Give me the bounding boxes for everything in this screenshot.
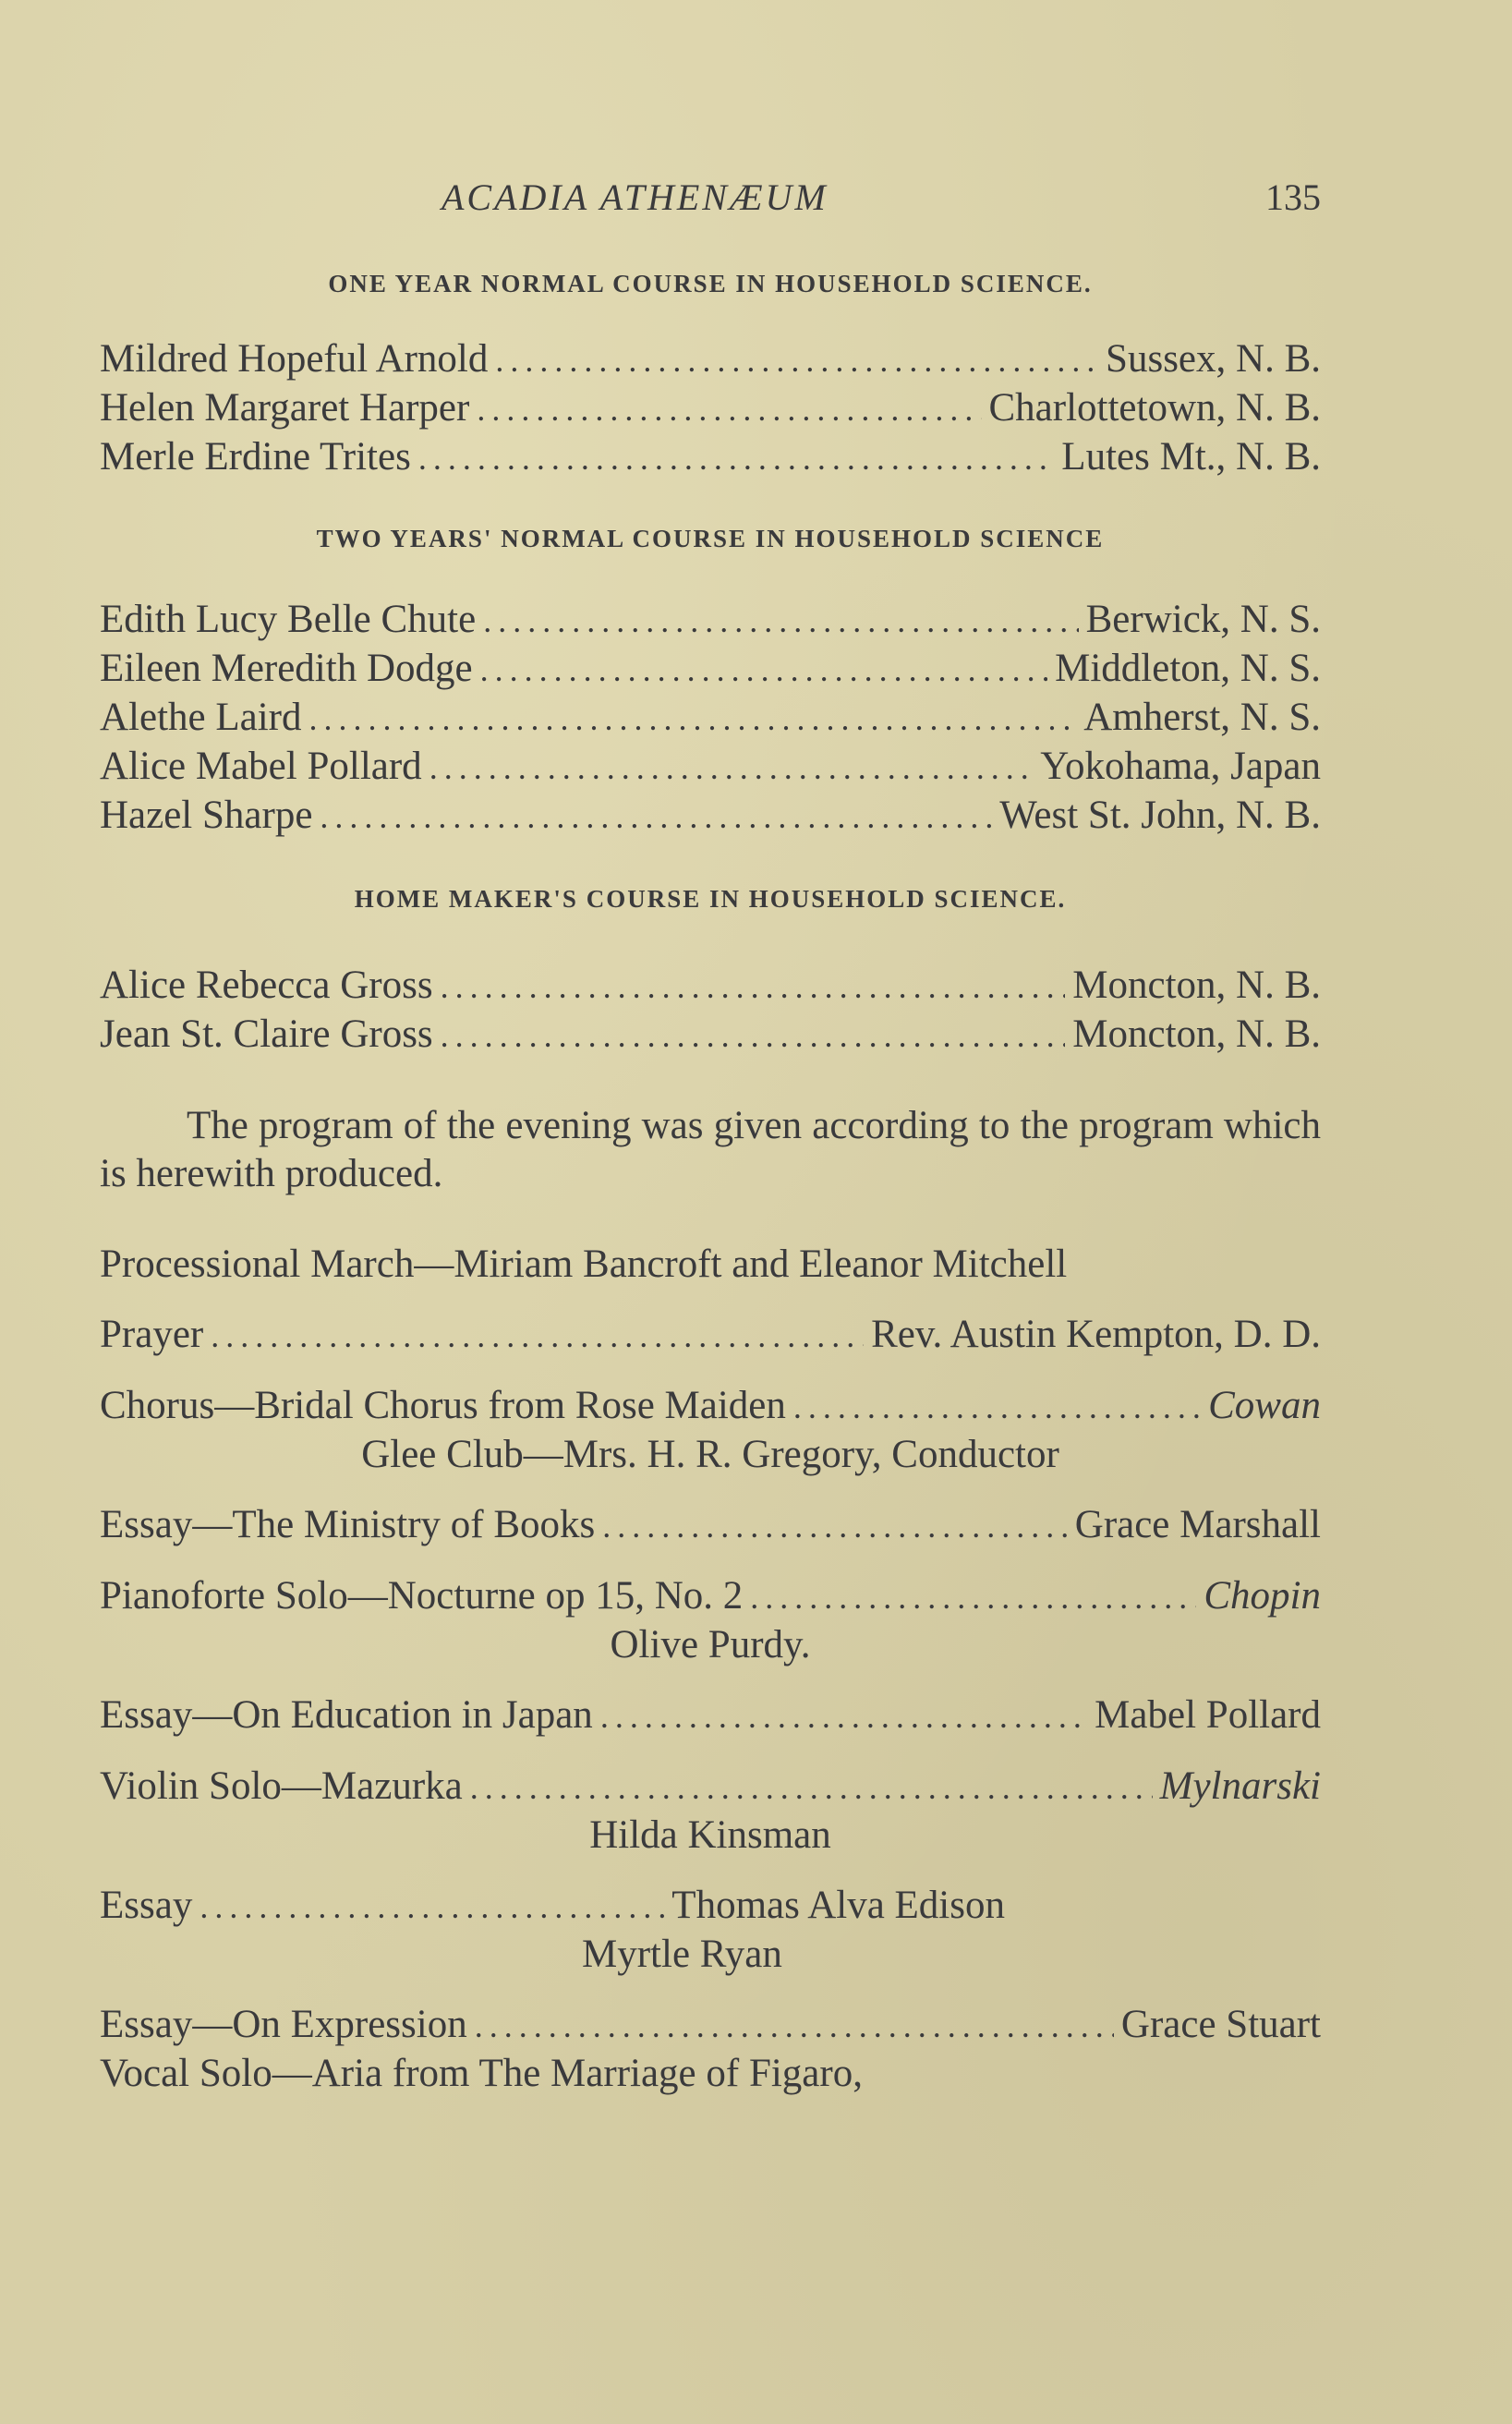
program-item: Essay—The Ministry of Books	[100, 1503, 596, 1546]
graduate-place: Moncton, N. B.	[1072, 1012, 1321, 1056]
program-vocal: Vocal Solo—Aria from The Marriage of Figaro,	[100, 2052, 863, 2095]
graduate-place: Moncton, N. B.	[1072, 964, 1321, 1007]
program-item: Violin Solo—Mazurka	[100, 1764, 463, 1808]
graduate-place: Middleton, N. S.	[1055, 647, 1321, 690]
dot-leader	[600, 1692, 1087, 1740]
program-performer: Rev. Austin Kempton, D. D.	[871, 1313, 1321, 1356]
dot-leader	[418, 434, 1054, 482]
graduate-place: West St. John, N. B.	[999, 794, 1321, 837]
running-head	[100, 176, 1321, 231]
list-item	[100, 645, 1321, 694]
list-item	[100, 743, 1321, 792]
program-item: Pianoforte Solo—Nocturne op 15, No. 2	[100, 1574, 744, 1618]
graduate-name: Alice Rebecca Gross	[100, 964, 433, 1007]
running-title: ACADIA ATHENÆUM	[442, 176, 829, 218]
dot-leader	[793, 1383, 1201, 1431]
dot-leader	[429, 744, 1034, 792]
graduate-name: Helen Margaret Harper	[100, 386, 470, 430]
dot-leader	[200, 1883, 664, 1931]
page	[100, 176, 1321, 2098]
program-subject: Thomas Alva Edison	[671, 1884, 1005, 1927]
dot-leader	[475, 2002, 1114, 2050]
graduate-name: Hazel Sharpe	[100, 794, 313, 837]
list-item	[100, 792, 1321, 841]
graduate-name: Eileen Meredith Dodge	[100, 647, 473, 690]
dot-leader	[480, 646, 1048, 694]
program-essay-expression	[100, 2001, 1321, 2050]
section-heading-one-year: ONE YEAR NORMAL COURSE IN HOUSEHOLD SCIENCE.	[328, 270, 1093, 297]
program-pianoforte-performer: Olive Purdy.	[610, 1623, 811, 1666]
program-item: Essay—On Expression	[100, 2003, 467, 2046]
list-item	[100, 596, 1321, 645]
program-chorus	[100, 1382, 1321, 1431]
dot-leader	[309, 695, 1077, 743]
program-pianoforte	[100, 1572, 1321, 1621]
graduate-name: Edith Lucy Belle Chute	[100, 598, 477, 641]
section-heading-home-maker: HOME MAKER'S COURSE IN HOUSEHOLD SCIENCE.	[354, 885, 1067, 913]
program-item: Essay	[100, 1884, 193, 1927]
graduate-list-two-years	[100, 596, 1321, 841]
dot-leader	[320, 793, 992, 841]
intro-paragraph: The program of the evening was given according to the program which is herewith produced.	[100, 1104, 1321, 1195]
program-violin-performer: Hilda Kinsman	[589, 1813, 831, 1857]
program-composer: Chopin	[1204, 1574, 1321, 1618]
dot-leader	[441, 963, 1066, 1011]
list-item	[100, 335, 1321, 384]
graduate-list-home-maker	[100, 962, 1321, 1060]
program-essay-japan	[100, 1691, 1321, 1740]
graduate-list-one-year	[100, 335, 1321, 482]
graduate-name: Mildred Hopeful Arnold	[100, 337, 489, 381]
program-performer: Grace Marshall	[1074, 1503, 1321, 1546]
list-item	[100, 433, 1321, 482]
program-processional: Processional March—Miriam Bancroft and Eleanor Mitchell	[100, 1242, 1068, 1286]
graduate-place: Charlottetown, N. B.	[988, 386, 1321, 430]
list-item	[100, 1011, 1321, 1060]
program-composer: Cowan	[1208, 1384, 1321, 1427]
dot-leader	[477, 385, 981, 433]
program-item: Prayer	[100, 1313, 204, 1356]
program-essay-edison	[100, 1882, 1005, 1931]
program-prayer	[100, 1311, 1321, 1360]
dot-leader	[441, 1012, 1066, 1060]
graduate-name: Alethe Laird	[100, 696, 302, 739]
graduate-place: Berwick, N. S.	[1085, 598, 1321, 641]
graduate-place: Lutes Mt., N. B.	[1061, 435, 1321, 479]
graduate-name: Alice Mabel Pollard	[100, 745, 422, 788]
program-performer: Grace Stuart	[1120, 2003, 1321, 2046]
list-item	[100, 384, 1321, 433]
section-heading-two-years: TWO YEARS' NORMAL COURSE IN HOUSEHOLD SCIENCE	[316, 525, 1105, 552]
graduate-place: Amherst, N. S.	[1083, 696, 1321, 739]
dot-leader	[470, 1763, 1153, 1812]
list-item	[100, 694, 1321, 743]
program-essay-books	[100, 1501, 1321, 1550]
program-chorus-note: Glee Club—Mrs. H. R. Gregory, Conductor	[361, 1433, 1059, 1476]
graduate-place: Yokohama, Japan	[1040, 745, 1321, 788]
dot-leader	[602, 1502, 1067, 1550]
program-performer: Mabel Pollard	[1095, 1693, 1321, 1737]
program-composer: Mylnarski	[1159, 1764, 1321, 1808]
page-number: 135	[1265, 176, 1321, 218]
program-item: Chorus—Bridal Chorus from Rose Maiden	[100, 1384, 786, 1427]
program-violin	[100, 1763, 1321, 1812]
dot-leader	[750, 1573, 1196, 1621]
program-essay-edison-performer: Myrtle Ryan	[582, 1933, 782, 1976]
dot-leader	[483, 597, 1078, 645]
graduate-name: Jean St. Claire Gross	[100, 1012, 433, 1056]
graduate-name: Merle Erdine Trites	[100, 435, 411, 479]
dot-leader	[211, 1312, 864, 1360]
graduate-place: Sussex, N. B.	[1106, 337, 1321, 381]
program-item: Essay—On Education in Japan	[100, 1693, 593, 1737]
dot-leader	[495, 336, 1098, 384]
list-item	[100, 962, 1321, 1011]
